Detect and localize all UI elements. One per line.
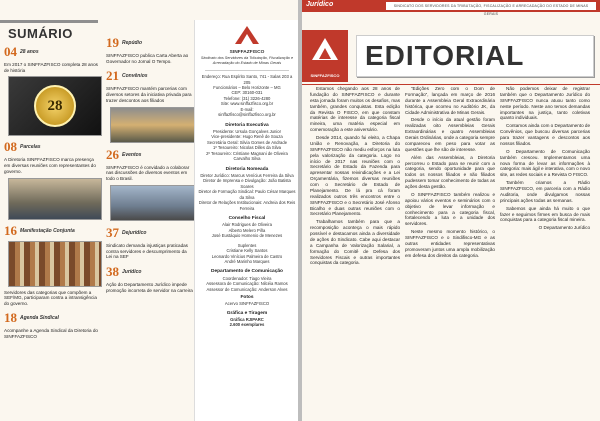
item-section: Repúdio (122, 40, 142, 46)
item-text: Sindicato demanda injustiças praticadas contra servidores e descumprimento da Lei na SEF (106, 242, 188, 260)
item-number: 18 (4, 309, 17, 325)
section-head: Conselho Fiscal (228, 216, 266, 222)
staff-line: André Marinho Marques (224, 259, 270, 265)
staff-line: 2.600 exemplares (229, 322, 265, 328)
staff-line: Diretor Jurídico: Marcus Venícius Ferreira da Silva (200, 172, 294, 178)
item-section: Dejurídico (122, 229, 147, 236)
sumario-item-21[interactable] (104, 68, 194, 142)
paragraph: Desde 2014, quando fui eleito, a Chapa União e Renovação, a Diretoria do SINFFAZFISCO não mediu esforços na luta pela valorização da categoria. Logo no início de 2017 nas reuniões com o Secretário de Estado da Fazenda para apresentar nossas reivindicações e a Lei Orçamentária, fizemos diversas reuniões com o Secretário de Estado de Planejamento. De lá pra cá foram realizados outros três encontros entre o SINFFAZFISCO e o Secretário José Afonso Bicalho e duas outras reuniões com o Secretário Planejamento. (310, 135, 400, 217)
anniversary-28-image (8, 76, 102, 136)
staff-line: Alberto Melero Piña (228, 227, 266, 233)
item-text: A Diretoria SINFFAZFISCO marca presença em diversas reuniões com representantes do governo. (4, 157, 96, 174)
staff-line: Diretor de Imprensa e Divulgação: João Batista Soares (203, 178, 291, 189)
item-section: 28 anos (20, 49, 39, 55)
staff-line: Fotos (240, 295, 254, 301)
paragraph: Desde o início da atual gestão foram realizadas oito Assembleias Gerais Extraordinárias e quatro Assembleias Gerais Ordinárias, onde a categoria sempre compareceu em peso para votar as questões que lhe são de interesse. (405, 117, 495, 152)
item-text: Servidores das categorias que compõem a SEF/MG, participaram contra a intransigência do governo. (4, 289, 97, 307)
paragraph: Contamos ainda com o Departamento de Convênios, que buscou diversas parcerias para trazer vantagens e descontos aos nossos filiados. (500, 123, 591, 146)
logo-text: SINFFAZFISCO (310, 73, 340, 78)
staff-line: Acervo SINFFAZFISCO (224, 301, 270, 307)
staff-line: Presidente: Ursula Gonçalves Junior (213, 128, 281, 134)
divider (205, 70, 289, 71)
event-photo (110, 185, 196, 221)
masthead-city: Funcionários – Belo Horizonte – MG (213, 84, 281, 90)
sumario-item-18[interactable] (0, 310, 100, 339)
partners-photo (110, 107, 196, 143)
signature-line: O Departamento Jurídico (538, 225, 590, 231)
staff-line: Assessor de Comunicação: Anderson Alves (206, 286, 288, 292)
paragraph: “Edições Zero com o Dom de Formação”, lançada em março de 2016 durante a Assembleia Geral Extraordinária histórica, que ocorreu no Auditório JK, da Cidade Administrativa de Minas Gerais. (405, 86, 495, 115)
left-page-sumario (0, 0, 298, 421)
sumario-column-1 (0, 44, 100, 342)
logo-inner-triangle (319, 48, 331, 59)
header-org-line: SINDICATO DOS SERVIDORES DA TRIBUTAÇÃO, FISCALIZAÇÃO E ARRECADAÇÃO DO ESTADO DE MINAS GERAIS (386, 2, 596, 10)
editorial-column-2 (405, 86, 495, 261)
staff-line: Cristiane Kelly Santos (226, 248, 268, 254)
section-tab-label: Jurídico (306, 1, 334, 8)
sinffazfisco-logo-icon (233, 26, 261, 48)
sumario-title: SUMÁRIO (8, 26, 73, 41)
sumario-item-26[interactable] (104, 147, 194, 221)
sumario-item-38[interactable] (104, 264, 194, 293)
item-section: Manifestação Conjunta (20, 227, 75, 234)
staff-line: Coordenador: Tiago Vieira (222, 275, 272, 281)
paragraph: O Departamento de Comunicação também cresceu. Implementamos uma nova forma de levar as informações à categoria: mais ágil e interativa, com o novo site, as redes sociais e a Revista O FISCO. (500, 148, 590, 178)
paragraph: Não podemos deixar de registrar também que o Departamento Jurídico do SINFFAZFISCO nunca atuou tanto como neste período. Neste ano temos demandas importantes na justiça, tanto coletivas quanto individuais. (500, 86, 590, 121)
masthead-site[interactable]: Site: www.sinffazfisco.org.br (220, 101, 274, 107)
masthead-address: Endereço: Rua Espírito Santo, 741 - Salas 203 a 205 (201, 74, 293, 85)
right-page-editorial (302, 0, 600, 421)
staff-line: Assessora de Comunicação: Nilcéia Ramos (206, 281, 288, 287)
staff-line: Leonardo Vinícius Palmeira de Castro (211, 253, 283, 259)
item-section: Parcelas (20, 144, 41, 151)
paragraph: Estamos chegando aos 28 anos de fundação do SINFFAZFISCO e durante esta jornada foram muitos os desafios, mas também, grandes conquistas. Esta edição da Revista O FISCO, em que constam matérias de interesse da categoria fiscal mineira, uma matéria especial em comemoração a este aniversário. (310, 86, 400, 133)
staff-line: 1º Tesoureiro: Nicolas Dilles da Silva (212, 145, 282, 151)
editorial-column-3 (500, 86, 590, 233)
item-number: 16 (4, 222, 17, 238)
item-number: 04 (4, 44, 17, 59)
item-section: Agenda Sindical (20, 314, 59, 321)
item-text: Acompanhe a Agenda Sindical da Diretoria do SINFFAZFISCO (4, 327, 98, 339)
item-text: SINFFAZFISCO mantém parcerias com diversos setores da iniciativa privada para trazer descontos aos filiados (106, 86, 192, 103)
red-divider (302, 84, 600, 85)
item-text: SINFFAZFISCO publica Carta Aberta ao Governador no Jornal O Tempo. (106, 53, 189, 64)
sumario-item-19[interactable] (104, 35, 194, 64)
masthead-email-label: E-mail: (240, 106, 254, 112)
sumario-item-16[interactable] (0, 223, 100, 307)
item-number: 26 (106, 146, 119, 162)
staff-line: José Eustáquio Homenio de Menezes (211, 233, 283, 239)
staff-line: Diretor de Formação Sindical: Paulo César Marques da Silva (198, 189, 296, 200)
item-text: SINFFAZFISCO é convidado a colaborar nas discussões de diversos eventos em todo o Brasil. (106, 164, 190, 182)
staff-line: Vice-presidente: Hugo Renê de Souza (211, 134, 283, 140)
sumario-divider (0, 20, 98, 23)
paragraph: Também criamos a Rádio SINFFAZFISCO, em parceria com a Rádio Auditoria, onde divulgamos nossas principais ações todas as semanas. (500, 180, 590, 203)
section-head: Departamento de Comunicação (211, 269, 283, 275)
item-number: 19 (106, 35, 119, 50)
paragraph: Trabalhamos também para que a recomposição aconteça o mais rápido possível e destacamos ainda a diversidade de ações do Sindicato. Cabe aqui destacar a Campanha de Valorização Salarial, a formação do Comitê de Defesa dos Servidores Fiscais e outras importantes conquistas da categoria. (310, 219, 400, 266)
paragraph: O SINFFAZFISCO também realizou e apoiou vários eventos e seminários com o objetivo de levar informação e conhecimento para a categoria fiscal, fortalecendo a luta e a unidade dos servidores. (405, 191, 495, 227)
item-number: 37 (106, 224, 119, 240)
masthead-email[interactable]: sinffazfisco@sinffazfisco.org.br (218, 112, 276, 118)
section-head: Diretoria Nomeada (225, 166, 269, 172)
staff-line: Gráfica RJIPARC (230, 316, 264, 322)
paragraph: Além das Assembleias, a Diretoria percorreu o Estado para se reunir com a categoria, sendo oportunidade para que todos os nossos filiados e não filiados pudessem tomar conhecimento de todas as ações desta gestão. (405, 154, 495, 189)
masthead-column (194, 20, 298, 421)
paragraph: Neste mesmo momento histórico, o SINFFAZFISCO e o Sindifisco-MG e as outras entidades representativas promoveram juntos uma ampla mobilização em defesa dos direitos da categoria. (405, 229, 495, 258)
item-number: 21 (106, 68, 119, 84)
staff-line: Alair Rodrigues de Oliveira (222, 222, 272, 228)
staff-line: Gráfica e Tiragem (226, 310, 268, 316)
masthead-brand: SINFFAZFISCO (229, 50, 265, 55)
item-text: Em 2017 o SINFFAZFISCO completa 28 anos de história (4, 62, 98, 73)
staff-line: Suplentes (237, 242, 257, 248)
medal-28: 28 (34, 85, 76, 127)
item-section: Jurídico (122, 269, 142, 276)
masthead-tel: Telefone: (31) 3226-4280 (223, 95, 271, 101)
editorial-title: EDITORIAL (356, 35, 594, 77)
masthead-brand-sub: Sindicato dos Servidores da Tributação, Fiscalização e Arrecadação do Estado de Minas Gerais (200, 56, 294, 66)
section-tab-bar (302, 0, 600, 16)
sinffazfisco-logo (302, 30, 348, 82)
item-number: 38 (106, 264, 119, 280)
sumario-item-04[interactable] (0, 44, 100, 136)
item-section: Eventos (122, 151, 142, 158)
section-head: Diretoria Executiva (225, 122, 269, 128)
staff-line: Diretor de Relações Institucionais: Andreia dos Reis Ferreira (198, 200, 296, 211)
sumario-column-2 (104, 35, 194, 298)
paragraph: Sabemos que ainda há muito o que fazer e seguimos firmes em busca de mais conquistas para a categoria fiscal mineira. (500, 205, 590, 223)
editorial-column-1 (310, 86, 400, 268)
item-number: 08 (4, 139, 17, 155)
protest-photo (8, 241, 102, 287)
sumario-item-37[interactable] (104, 225, 194, 260)
staff-line: 2º Tesoureiro: Cristiane Magnani de Oliveira Carvalho Silva (206, 150, 288, 162)
staff-line: Secretária Geral: Silvia Gomes de Andrade (206, 139, 288, 145)
meeting-photo (8, 178, 102, 220)
item-section: Convênios (122, 73, 148, 80)
sumario-item-08[interactable] (0, 139, 100, 219)
item-text: Ação do Departamento Jurídico impede promoção incorreta de servidor na carreira (106, 282, 193, 293)
masthead-cep: CEP: 30160-031 (231, 90, 263, 96)
